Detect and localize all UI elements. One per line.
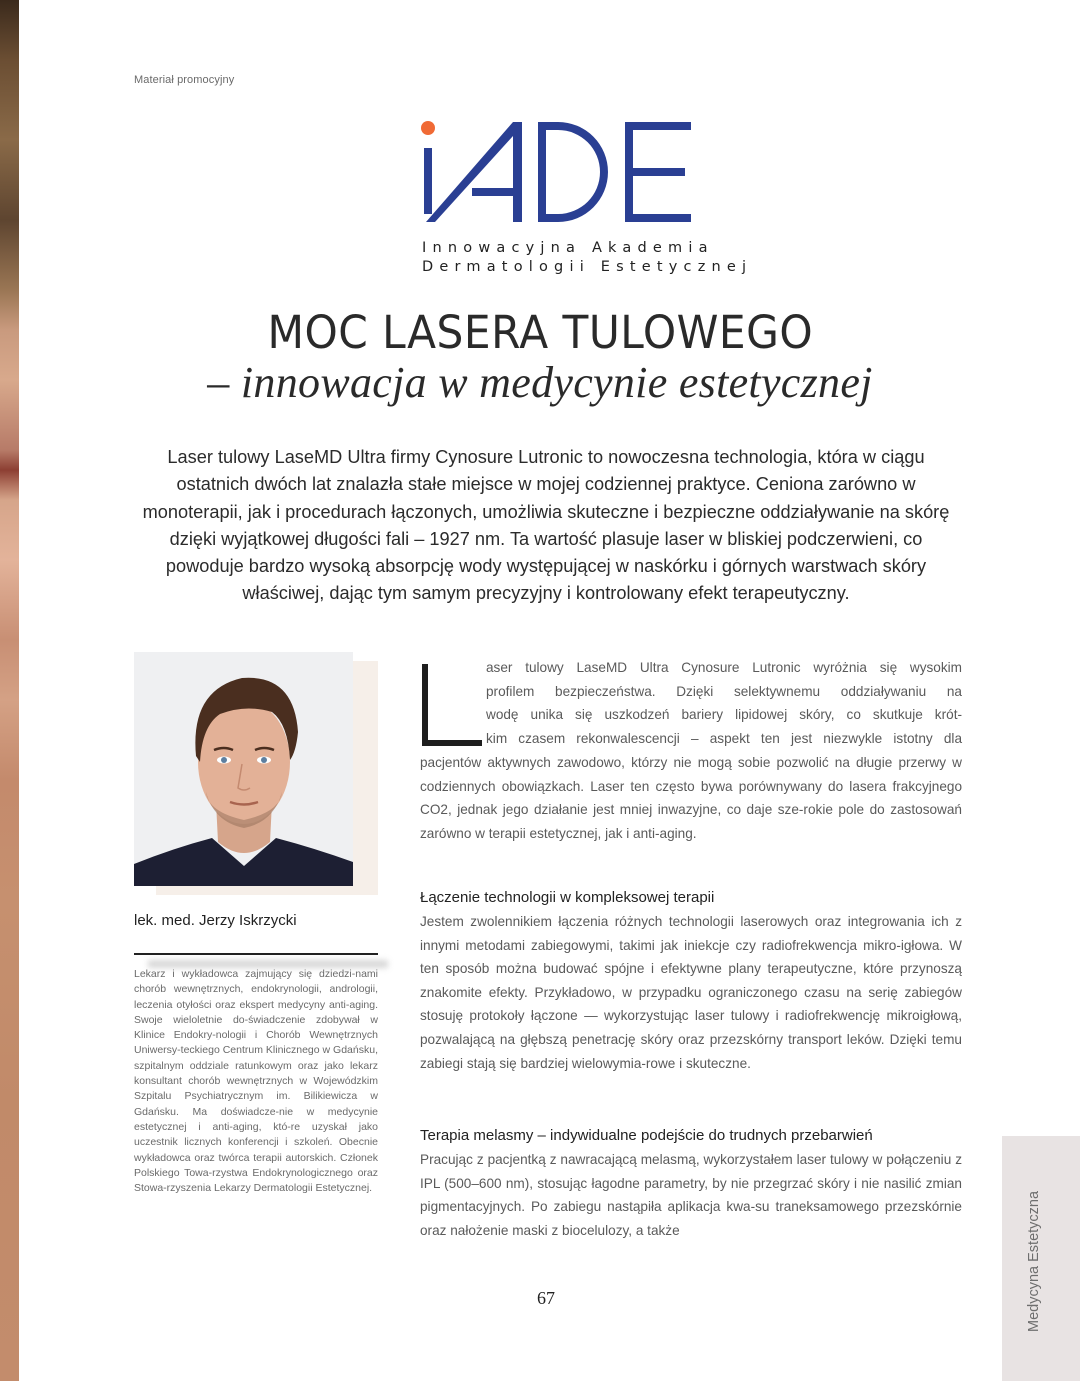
logo-e-top [625,122,691,130]
article-lead: Laser tulowy LaseMD Ultra firmy Cynosure Lutronic to nowoczesna technologia, która w ciągu ostatnich dwóch lat znalazła stałe miejsce w mojej codziennej praktyce. Ceniona zarówno w monoterapii, jak i procedurach łączonych, umożliwia skuteczne i bezpieczne oddziaływanie na skórę dzięki wyjątkowej długości fali – 1927 nm. Ta wartość plasuje laser w bliskiej podczerwieni, co powoduje bardzo wysoką absorpcję wody występującej w naskórku i górnych warstwach skóry właściwej, dając tym samym precyzyjny i kontrolowany efekt terapeutyczny. [142,447,950,604]
logo-dot [421,121,435,135]
author-portrait [134,652,353,886]
page-number: 67 [537,1288,555,1308]
author-name: lek. med. Jerzy Iskrzycki [134,912,297,929]
intro-beside-dropcap [486,656,962,750]
section-tab-label: Medycyna Estetyczna [1026,1190,1042,1332]
cover-photo-edge [0,0,19,1381]
logo-e-bottom [625,214,691,222]
article-subtitle: – innowacja w medycynie estetycznej [207,358,873,407]
intro-rest [420,751,962,845]
logo-a-bar [472,188,516,196]
section-paragraph: Jestem zwolennikiem łączenia różnych technologii laserowych oraz integrowania ich z innymi metodami zabiegowymi, takimi jak iniekcje czy radiofrekwencja mikro-igłowa. W ten sposób można budować spójne i efektywne plany terapeutyczne, które przynoszą znakomite efekty. Przykładowo, w przypadku ograniczonego czasu na serię zabiegów stosuję protokoły łączone — wykorzystując laser tulowy i radiofrekwencję mikroigłową, pozwalającą na głębszą penetrację skóry oraz przezskórny transport leków. Dzięki temu zabiegi stają się bardziej wielowymia-rowe i skuteczne. [420,914,962,1071]
intro-paragraph: pacjentów aktywnych zawodowo, którzy nie mogą sobie pozwolić na długie przerwy w codziennych obowiązkach. Laser ten często bywa porównywany do lasera frakcyjnego CO2, jednak jego działanie jest mniej inwazyjne, co daje sze-rokie pole do zastosowań zarówno w terapii estetycznej, jak i anti-aging. [420,755,962,841]
section-body [420,1148,962,1242]
section-paragraph: Pracując z pacjentką z nawracającą melasmą, wykorzystałem laser tulowy w połączeniu z IPL (500–600 nm), stosując łagodne parametry, by nie przegrzać skóry i nie nasilić zmian pigmentacyjnych. Po zabiegu nastąpiła aplikacja kwa-su traneksamowego przezskórnie oraz nałożenie maski z biocelulozy, a także [420,1152,962,1238]
logo-d [538,122,608,222]
author-bio: Lekarz i wykładowca zajmujący się dziedzi-nami chorób wewnętrznych, endokrynologii, andrologii, leczenia otyłości oraz ekspert medycyny anti-aging. Swoje wieloletnie do-świadczenie zdobywał w Klinice Endokry-nologii i Chorób Wewnętrznych Uniwersy-teckiego Centrum Klinicznego w Gdańsku, szpitalnym oddziale ratunkowym oraz jako lekarz konsultant chorób wewnętrznych w Wojewódzkim Szpitalu Psychiatrycznym im. Bilikiewicza w Gdańsku. Ma doświadcze-nie w medycynie estetycznej i anti-aging, któ-re uzyskał jako uczestnik licznych konferencji i szkoleń. Obecnie wykładowca oraz twórca terapii autorskich. Członek Polskiego Towa-rzystwa Endokrynologicznego oraz Stowa-rzyszenia Lekarzy Dermatologii Estetycznej. [134,968,378,1195]
logo-line-2: Dermatologii Estetycznej [422,259,753,275]
intro-line: profilem bezpieczeństwa. Dzięki selektywnemu oddziaływaniu na [486,683,962,699]
section-heading: Terapia melasmy – indywidualne podejście do trudnych przebarwień [420,1127,873,1144]
section-heading: Łączenie technologii w kompleksowej terapii [420,889,715,906]
section-body [420,910,962,1075]
right-eye [261,757,267,763]
drop-cap [420,664,482,746]
author-divider [134,953,378,955]
left-eye [221,757,227,763]
iade-logo-mark [418,118,698,228]
logo-i-stem [424,148,432,214]
logo-e-mid [625,168,685,176]
logo-a [426,122,522,222]
logo-line-1: Innowacyjna Akademia [422,240,714,256]
intro-line: kim czasem rekonwalescencji – aspekt ten jest niezwykle istotny dla [486,730,962,746]
author-photo [134,652,353,886]
iade-logo [418,118,753,278]
article-title: MOC LASERA TULOWEGO [267,306,814,359]
intro-line: aser tulowy LaseMD Ultra Cynosure Lutronic wyróżnia się wysokim [486,660,962,675]
intro-line: wodę unika się uszkodzeń bariery lipidowej skóry, co skutkuje krót- [486,707,962,723]
promo-label: Materiał promocyjny [134,74,235,86]
